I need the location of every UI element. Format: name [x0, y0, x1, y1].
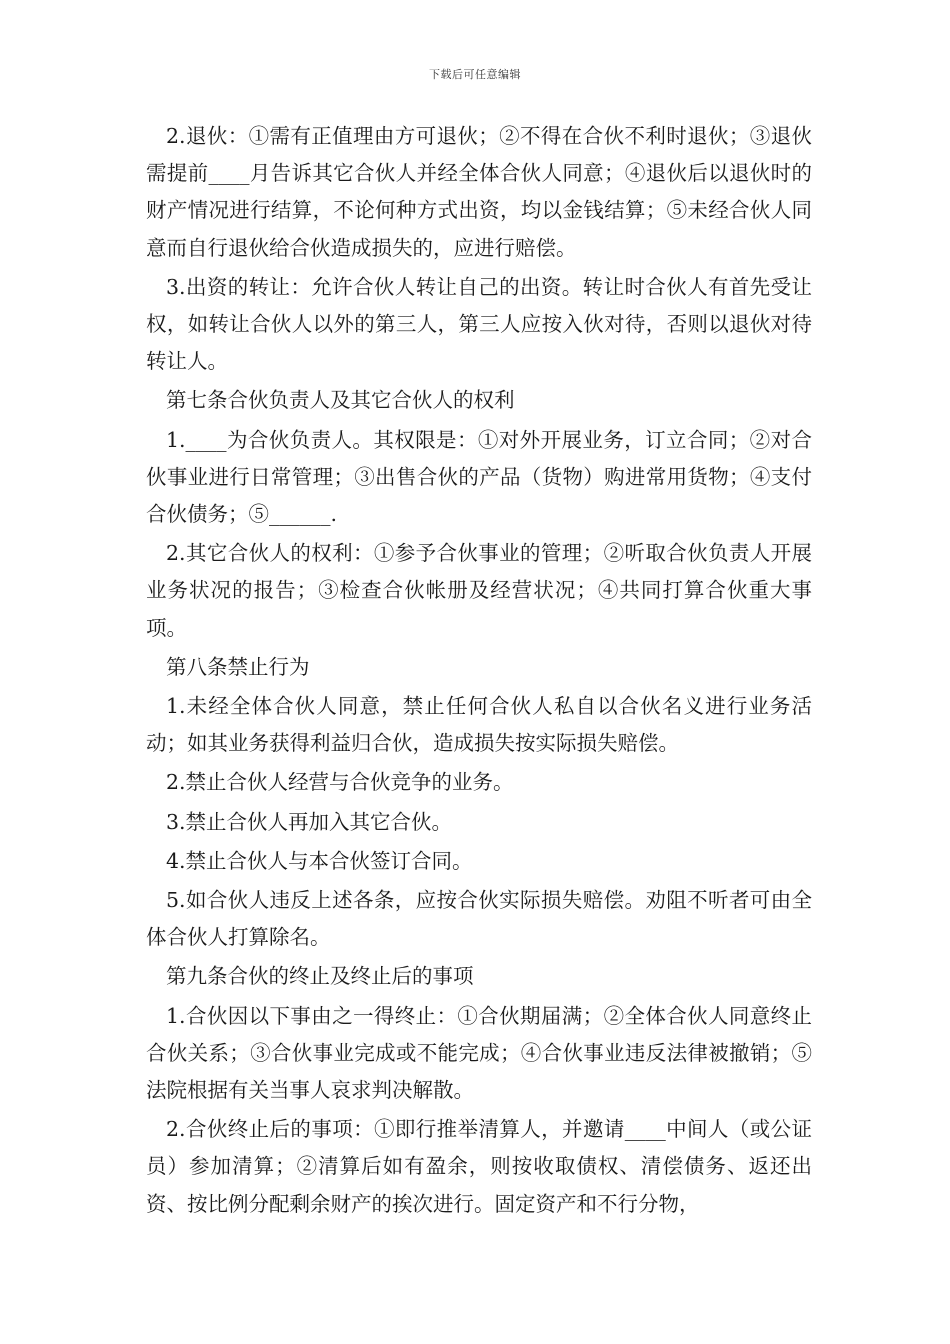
- paragraph-prohibition-1: 1.未经全体合伙人同意，禁止任何合伙人私自以合伙名义进行业务活动；如其业务获得利益归合伙，造成损失按实际损失赔偿。: [146, 694, 812, 756]
- paragraph-withdrawal: 2.退伙：①需有正值理由方可退伙；②不得在合伙不利时退伙；③退伙需提前____月告诉其它合伙人并经全体合伙人同意；④退伙后以退伙时的财产情况进行结算，不论何种方式出资，均以金钱结算；⑤未经合伙人同意而自行退伙给合伙造成损失的，应进行赔偿。: [146, 124, 812, 260]
- paragraph-prohibition-3: 3.禁止合伙人再加入其它合伙。: [166, 809, 453, 834]
- section-heading-article-8: 第八条禁止行为: [166, 654, 310, 679]
- paragraph-prohibition-5: 5.如合伙人违反上述各条，应按合伙实际损失赔偿。劝阻不听者可由全体合伙人打算除名。: [146, 888, 812, 950]
- paragraph-other-partner-rights: 2.其它合伙人的权利：①参予合伙事业的管理；②听取合伙负责人开展业务状况的报告；③检查合伙帐册及经营状况；④共同打算合伙重大事项。: [146, 541, 812, 640]
- paragraph-post-termination: 2.合伙终止后的事项：①即行推举清算人，并邀请____中间人（或公证员）参加清算；②清算后如有盈余，则按收取债权、清偿债务、返还出资、按比例分配剩余财产的挨次进行。固定资产和不行分物，: [146, 1117, 812, 1216]
- section-heading-article-7: 第七条合伙负责人及其它合伙人的权利: [166, 388, 515, 413]
- paragraph-prohibition-4: 4.禁止合伙人与本合伙签订合同。: [166, 848, 473, 873]
- paragraph-capital-transfer: 3.出资的转让：允许合伙人转让自己的出资。转让时合伙人有首先受让权，如转让合伙人以外的第三人，第三人应按入伙对待，否则以退伙对待转让人。: [146, 274, 812, 374]
- section-heading-article-9: 第九条合伙的终止及终止后的事项: [166, 964, 474, 989]
- document-body: [146, 118, 812, 1225]
- paragraph-termination-causes: 1.合伙因以下事由之一得终止：①合伙期届满；②全体合伙人同意终止合伙关系；③合伙事业完成或不能完成；④合伙事业违反法律被撤销；⑤法院根据有关当事人哀求判决解散。: [146, 1003, 812, 1103]
- paragraph-responsible-partner: 1.____为合伙负责人。其权限是：①对外开展业务，订立合同；②对合伙事业进行日常管理；③出售合伙的产品（货物）购进常用货物；④支付合伙债务；⑤______.: [146, 427, 812, 527]
- page-header: 下载后可任意编辑: [429, 68, 521, 81]
- paragraph-prohibition-2: 2.禁止合伙人经营与合伙竞争的业务。: [166, 770, 514, 795]
